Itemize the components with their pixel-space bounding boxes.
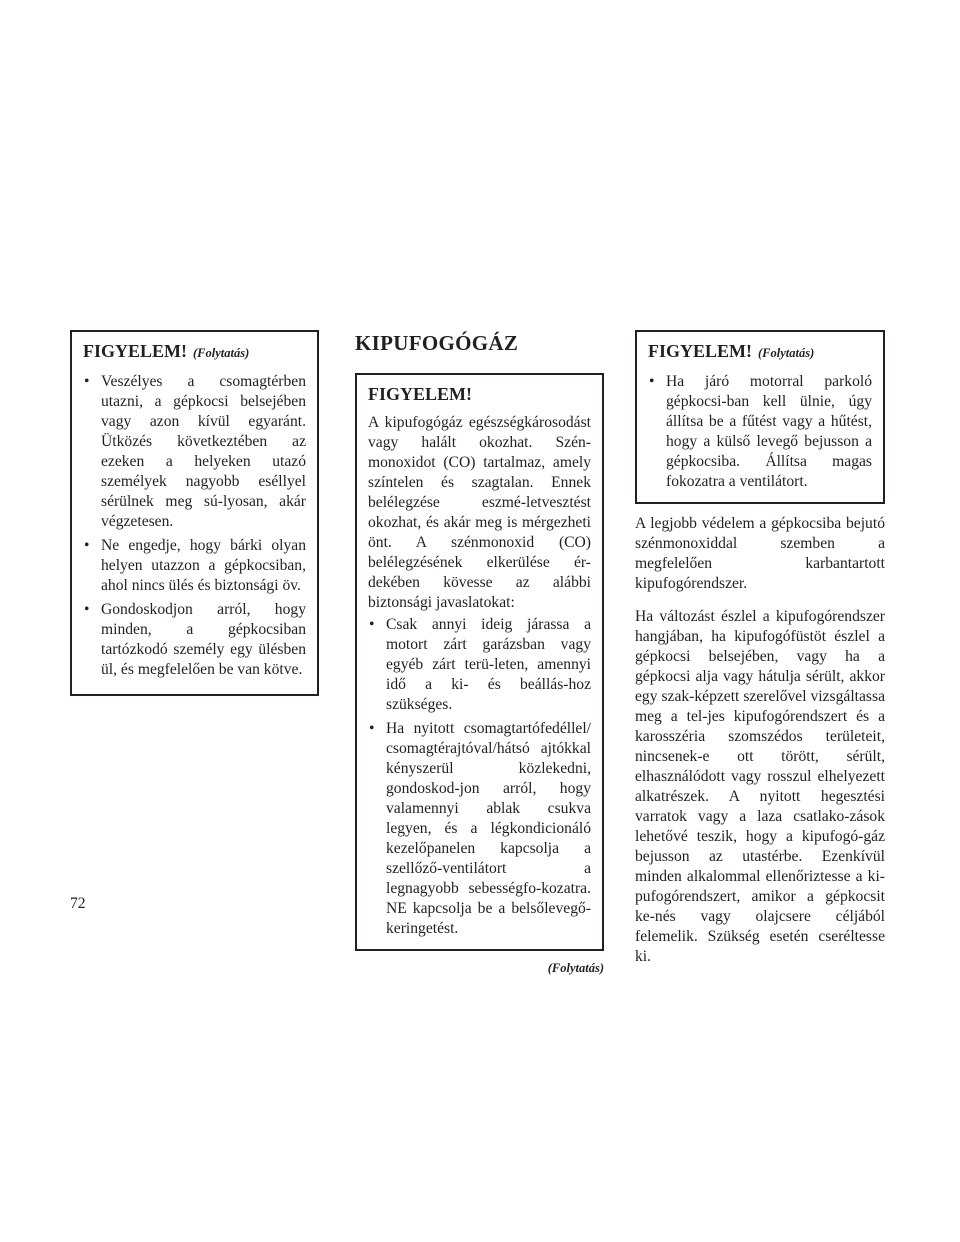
warning-title-text: FIGYELEM! bbox=[368, 384, 473, 404]
warning-box-title bbox=[368, 383, 591, 405]
warning-box-title bbox=[648, 340, 872, 364]
warning-box-exhaust bbox=[355, 373, 604, 951]
warning-intro-text: A kipufogógáz egészségkárosodást vagy halált okozhat. Szén-monoxidot (CO) tartalmaz, amely színtelen és szagtalan. Ennek belélegzése eszmé-letvesztést okozhat, és akár meg is mérgezheti önt. A szénmonoxid (CO) belélegzésének elkerülése ér-dekében kövesse az alábbi biztonsági javaslatokat: bbox=[368, 414, 591, 611]
body-paragraph: A legjobb védelem a gépkocsiba bejutó szénmonoxiddal szemben a megfelelően karbantartott kipufogórendszer. bbox=[635, 515, 885, 592]
continued-label: (Folytatás) bbox=[758, 346, 815, 360]
warning-bullet-list bbox=[648, 372, 872, 492]
warning-box-continued bbox=[635, 330, 885, 504]
warning-box-title bbox=[83, 340, 306, 364]
warning-bullet: • Gondoskodjon arról, hogy minden, a gépkocsiban tartózkodó személy egy ülésben ül, és megfelelően be van kötve. bbox=[83, 600, 306, 680]
middle-column bbox=[355, 330, 604, 978]
section-heading: KIPUFOGÓGÁZ bbox=[355, 331, 519, 355]
right-column bbox=[635, 330, 885, 967]
warning-title-text: FIGYELEM! bbox=[83, 341, 188, 361]
warning-bullet-list bbox=[83, 372, 306, 680]
continued-note: (Folytatás) bbox=[547, 961, 604, 975]
warning-title-text: FIGYELEM! bbox=[648, 341, 753, 361]
warning-bullet: • Ne engedje, hogy bárki olyan helyen utazzon a gépkocsiban, ahol nincs ülés és biztonsági öv. bbox=[83, 536, 306, 596]
body-paragraph: Ha változást észlel a kipufogórendszer hangjában, ha kipufogófüstöt észlel a gépkocsi belsejében, vagy ha a gépkocsi alja vagy hátulja sérült, akkor egy szak-képzett szerelővel vizsgáltassa meg a tel-jes kipufogórendszert és a karosszéria szomszédos területeit, nincsenek-e ott törött, sérült, elhasználódott vagy rosszul elhelyezett alkatrészek. A nyitott hegesztési varratok vagy a laza csatlako-zások lehetővé teszik, hogy a kipufogó-gáz bejusson az utastérbe. Ezenkívül minden alkalommal ellenőriztesse a ki-pufogórendszert, amikor a gépkocsit ke-nés vagy olajcsere céljából felemelik. Szükség esetén cseréltesse ki. bbox=[635, 608, 885, 965]
page-number: 72 bbox=[70, 895, 86, 912]
left-column bbox=[70, 330, 319, 696]
warning-bullet: • Veszélyes a csomagtérben utazni, a gépkocsi belsejében vagy azon kívül egyaránt. Ütközés következtében az ezeken a helyeken utazó személyek nagyobb eséllyel sérülnek meg sú-lyosan, akár végzetesen. bbox=[83, 372, 306, 532]
warning-box-continued bbox=[70, 330, 319, 696]
warning-bullet-list bbox=[368, 615, 591, 939]
warning-bullet: • Csak annyi ideig járassa a motort zárt garázsban vagy egyéb zárt terü-leten, amennyi idő a ki- és beállás-hoz szükséges. bbox=[368, 615, 591, 715]
warning-bullet: • Ha járó motorral parkoló gépkocsi-ban kell ülnie, úgy állítsa be a fűtést vagy a hűtést, hogy a külső levegő bejusson a gépkocsiba. Állítsa magas fokozatra a ventilátort. bbox=[648, 372, 872, 492]
warning-bullet: • Ha nyitott csomagtartófedéllel/ csomagtérajtóval/hátsó ajtókkal kényszerül közlekedni, gondoskod-jon arról, hogy valamennyi ablak csukva legyen, és a légkondicionáló kezelőpanelen kapcsolja a szellőző-ventilátort a legnagyobb sebességfo-kozatra. NE kapcsolja be a belsőlevegő-keringetést. bbox=[368, 719, 591, 939]
continued-label: (Folytatás) bbox=[193, 346, 250, 360]
